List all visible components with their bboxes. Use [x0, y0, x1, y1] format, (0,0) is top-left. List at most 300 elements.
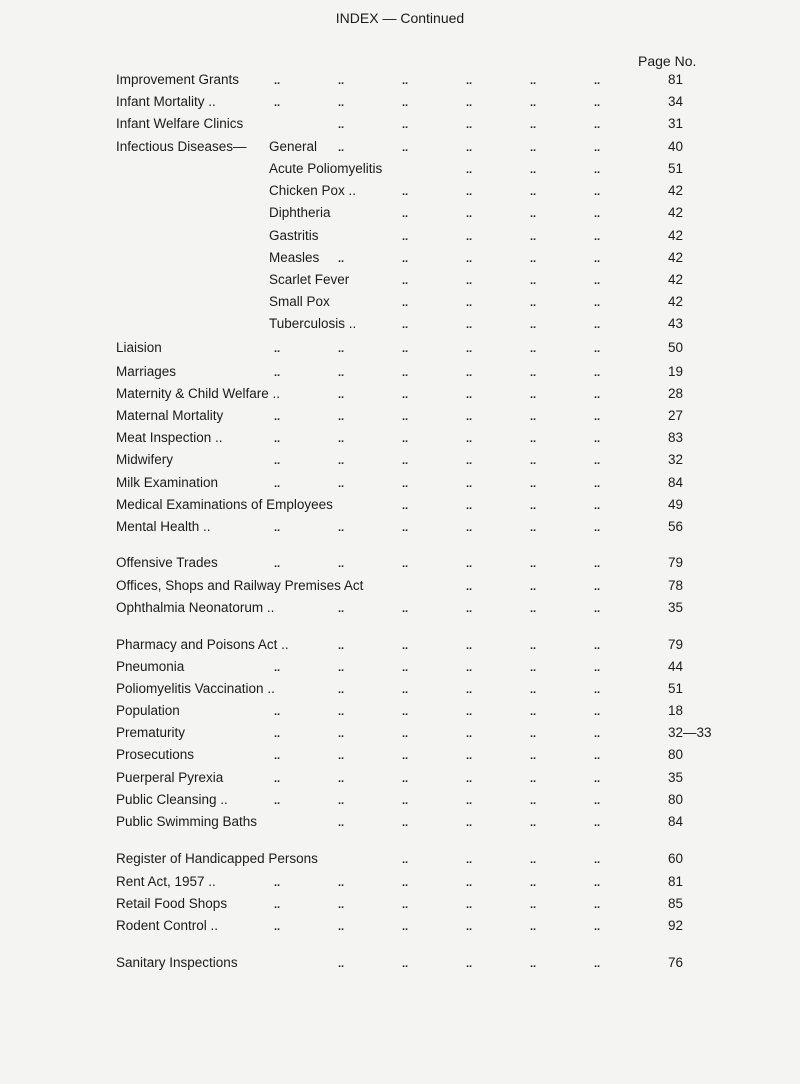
- dot-leader: ..: [338, 773, 345, 785]
- dot-leader: ..: [338, 662, 345, 674]
- index-entry: [0, 678, 800, 700]
- dot-leader: ..: [530, 343, 537, 355]
- dot-leader: ..: [466, 662, 473, 674]
- dot-leader: ..: [274, 478, 281, 490]
- dot-leader: ..: [530, 231, 537, 243]
- dot-leader: ..: [594, 319, 601, 331]
- index-entry: [0, 893, 800, 915]
- dot-leader: ..: [402, 773, 409, 785]
- dot-leader: ..: [338, 522, 345, 534]
- dot-leader: ..: [466, 208, 473, 220]
- index-entry: [0, 247, 800, 269]
- entry-page-number: 34: [668, 94, 684, 109]
- dot-leader: ..: [530, 208, 537, 220]
- entry-page-number: 32—33: [668, 725, 712, 740]
- dot-leader: ..: [466, 522, 473, 534]
- dot-leader: ..: [530, 186, 537, 198]
- dot-leader: ..: [594, 728, 601, 740]
- dot-leader: ..: [466, 389, 473, 401]
- dot-leader: ..: [594, 389, 601, 401]
- dot-leader: ..: [594, 603, 601, 615]
- entry-page-number: 76: [668, 955, 684, 970]
- entry-label: Offensive Trades: [116, 555, 218, 570]
- dot-leader: ..: [402, 186, 409, 198]
- dot-leader: ..: [466, 854, 473, 866]
- dot-leader: ..: [594, 706, 601, 718]
- index-entry: [0, 158, 800, 180]
- dot-leader: ..: [466, 367, 473, 379]
- dot-leader: ..: [274, 921, 281, 933]
- dot-leader: ..: [402, 854, 409, 866]
- dot-leader: ..: [274, 706, 281, 718]
- entry-page-number: 84: [668, 814, 684, 829]
- dot-leader: ..: [594, 97, 601, 109]
- entry-page-number: 81: [668, 72, 684, 87]
- dot-leader: ..: [402, 97, 409, 109]
- entry-page-number: 60: [668, 851, 684, 866]
- dot-leader: ..: [594, 478, 601, 490]
- entry-page-number: 78: [668, 578, 684, 593]
- index-entry: [0, 552, 800, 574]
- dot-leader: ..: [402, 877, 409, 889]
- dot-leader: ..: [402, 500, 409, 512]
- entry-label: Infant Welfare Clinics: [116, 116, 244, 131]
- index-entry: [0, 744, 800, 766]
- dot-leader: ..: [594, 817, 601, 829]
- dot-leader: ..: [274, 558, 281, 570]
- dot-leader: ..: [466, 773, 473, 785]
- dot-leader: ..: [530, 706, 537, 718]
- entry-page-number: 80: [668, 792, 684, 807]
- dot-leader: ..: [594, 773, 601, 785]
- dot-leader: ..: [594, 662, 601, 674]
- dot-leader: ..: [338, 750, 345, 762]
- entry-sublabel: Measles: [269, 250, 320, 265]
- entry-label: Puerperal Pyrexia: [116, 770, 224, 785]
- index-entry: [0, 405, 800, 427]
- dot-leader: ..: [402, 231, 409, 243]
- entry-label: Prematurity: [116, 725, 186, 740]
- dot-leader: ..: [338, 603, 345, 615]
- dot-leader: ..: [466, 728, 473, 740]
- dot-leader: ..: [530, 640, 537, 652]
- dot-leader: ..: [402, 433, 409, 445]
- entry-label: Maternity & Child Welfare ..: [116, 386, 281, 401]
- dot-leader: ..: [530, 411, 537, 423]
- dot-leader: ..: [594, 433, 601, 445]
- dot-leader: ..: [338, 558, 345, 570]
- dot-leader: ..: [466, 706, 473, 718]
- entry-page-number: 42: [668, 228, 684, 243]
- index-entry: [0, 91, 800, 113]
- dot-leader: ..: [402, 706, 409, 718]
- entry-page-number: 49: [668, 497, 684, 512]
- dot-leader: ..: [594, 164, 601, 176]
- dot-leader: ..: [530, 319, 537, 331]
- entry-label: Population: [116, 703, 180, 718]
- entry-page-number: 28: [668, 386, 684, 401]
- dot-leader: ..: [402, 119, 409, 131]
- dot-leader: ..: [530, 795, 537, 807]
- entry-page-number: 85: [668, 896, 684, 911]
- dot-leader: ..: [338, 958, 345, 970]
- index-entry: [0, 449, 800, 471]
- index-entry: [0, 269, 800, 291]
- dot-leader: ..: [594, 640, 601, 652]
- dot-leader: ..: [530, 728, 537, 740]
- entry-page-number: 42: [668, 183, 684, 198]
- dot-leader: ..: [530, 662, 537, 674]
- dot-leader: ..: [402, 684, 409, 696]
- dot-leader: ..: [594, 877, 601, 889]
- dot-leader: ..: [530, 522, 537, 534]
- dot-leader: ..: [530, 817, 537, 829]
- dot-leader: ..: [338, 343, 345, 355]
- entry-page-number: 51: [668, 161, 684, 176]
- dot-leader: ..: [466, 75, 473, 87]
- dot-leader: ..: [594, 750, 601, 762]
- dot-leader: ..: [274, 795, 281, 807]
- dot-leader: ..: [530, 297, 537, 309]
- dot-leader: ..: [338, 817, 345, 829]
- entry-label: Ophthalmia Neonatorum ..: [116, 600, 275, 615]
- index-entry: [0, 848, 800, 870]
- dot-leader: ..: [530, 877, 537, 889]
- entry-page-number: 42: [668, 250, 684, 265]
- dot-leader: ..: [594, 186, 601, 198]
- entry-page-number: 79: [668, 637, 684, 652]
- dot-leader: ..: [530, 253, 537, 265]
- dot-leader: ..: [530, 97, 537, 109]
- dot-leader: ..: [274, 411, 281, 423]
- dot-leader: ..: [466, 684, 473, 696]
- dot-leader: ..: [466, 343, 473, 355]
- dot-leader: ..: [594, 75, 601, 87]
- entry-page-number: 31: [668, 116, 684, 131]
- dot-leader: ..: [594, 119, 601, 131]
- dot-leader: ..: [338, 119, 345, 131]
- entry-label: Pharmacy and Poisons Act ..: [116, 637, 289, 652]
- index-entry: [0, 597, 800, 619]
- dot-leader: ..: [338, 367, 345, 379]
- entry-sublabel: Tuberculosis ..: [269, 316, 357, 331]
- dot-leader: ..: [274, 728, 281, 740]
- dot-leader: ..: [466, 581, 473, 593]
- entry-label: Infant Mortality ..: [116, 94, 216, 109]
- index-entry: [0, 915, 800, 937]
- page-title: INDEX — Continued: [335, 10, 465, 26]
- dot-leader: ..: [402, 142, 409, 154]
- dot-leader: ..: [338, 142, 345, 154]
- entry-label: Rent Act, 1957 ..: [116, 874, 216, 889]
- entry-label: Register of Handicapped Persons: [116, 851, 318, 866]
- index-entry: [0, 811, 800, 833]
- dot-leader: ..: [530, 75, 537, 87]
- dot-leader: ..: [338, 433, 345, 445]
- dot-leader: ..: [402, 297, 409, 309]
- dot-leader: ..: [338, 253, 345, 265]
- dot-leader: ..: [274, 773, 281, 785]
- entry-label: Retail Food Shops: [116, 896, 228, 911]
- entry-label: Midwifery: [116, 452, 174, 467]
- dot-leader: ..: [274, 455, 281, 467]
- dot-leader: ..: [402, 662, 409, 674]
- dot-leader: ..: [338, 97, 345, 109]
- dot-leader: ..: [402, 921, 409, 933]
- dot-leader: ..: [338, 455, 345, 467]
- dot-leader: ..: [338, 877, 345, 889]
- dot-leader: ..: [338, 684, 345, 696]
- entry-label: Infectious Diseases—: [116, 139, 247, 154]
- entry-sublabel: Acute Poliomyelitis: [269, 161, 383, 176]
- entry-page-number: 40: [668, 139, 684, 154]
- dot-leader: ..: [402, 275, 409, 287]
- dot-leader: ..: [466, 877, 473, 889]
- dot-leader: ..: [274, 75, 281, 87]
- dot-leader: ..: [594, 455, 601, 467]
- index-entry: [0, 136, 800, 158]
- dot-leader: ..: [338, 921, 345, 933]
- entry-label: Marriages: [116, 364, 177, 379]
- index-entry: [0, 575, 800, 597]
- index-entry: [0, 634, 800, 656]
- dot-leader: ..: [530, 142, 537, 154]
- dot-leader: ..: [530, 119, 537, 131]
- dot-leader: ..: [466, 164, 473, 176]
- dot-leader: ..: [594, 558, 601, 570]
- dot-leader: ..: [466, 231, 473, 243]
- dot-leader: ..: [530, 275, 537, 287]
- dot-leader: ..: [338, 478, 345, 490]
- dot-leader: ..: [402, 75, 409, 87]
- dot-leader: ..: [530, 603, 537, 615]
- entry-page-number: 35: [668, 770, 684, 785]
- entry-page-number: 56: [668, 519, 684, 534]
- entry-page-number: 19: [668, 364, 684, 379]
- index-entry: [0, 871, 800, 893]
- dot-leader: ..: [530, 921, 537, 933]
- entry-page-number: 42: [668, 205, 684, 220]
- dot-leader: ..: [466, 750, 473, 762]
- index-entry: [0, 494, 800, 516]
- dot-leader: ..: [594, 411, 601, 423]
- entry-sublabel: Scarlet Fever: [269, 272, 350, 287]
- dot-leader: ..: [274, 367, 281, 379]
- dot-leader: ..: [594, 795, 601, 807]
- dot-leader: ..: [530, 684, 537, 696]
- entry-label: Pneumonia: [116, 659, 185, 674]
- dot-leader: ..: [466, 958, 473, 970]
- entry-label: Poliomyelitis Vaccination ..: [116, 681, 275, 696]
- entry-page-number: 43: [668, 316, 684, 331]
- dot-leader: ..: [466, 899, 473, 911]
- dot-leader: ..: [466, 275, 473, 287]
- entry-label: Sanitary Inspections: [116, 955, 238, 970]
- dot-leader: ..: [530, 478, 537, 490]
- dot-leader: ..: [402, 795, 409, 807]
- index-entry: [0, 516, 800, 538]
- dot-leader: ..: [402, 640, 409, 652]
- entry-page-number: 83: [668, 430, 684, 445]
- index-entry: [0, 225, 800, 247]
- dot-leader: ..: [466, 433, 473, 445]
- dot-leader: ..: [402, 455, 409, 467]
- entry-page-number: 18: [668, 703, 684, 718]
- dot-leader: ..: [594, 253, 601, 265]
- entry-page-number: 42: [668, 294, 684, 309]
- entry-sublabel: Chicken Pox ..: [269, 183, 357, 198]
- dot-leader: ..: [594, 208, 601, 220]
- dot-leader: ..: [402, 603, 409, 615]
- dot-leader: ..: [530, 500, 537, 512]
- dot-leader: ..: [594, 367, 601, 379]
- index-entry: [0, 427, 800, 449]
- dot-leader: ..: [594, 522, 601, 534]
- dot-leader: ..: [402, 411, 409, 423]
- dot-leader: ..: [594, 297, 601, 309]
- dot-leader: ..: [594, 958, 601, 970]
- dot-leader: ..: [466, 186, 473, 198]
- dot-leader: ..: [466, 253, 473, 265]
- dot-leader: ..: [402, 899, 409, 911]
- dot-leader: ..: [530, 455, 537, 467]
- entry-page-number: 81: [668, 874, 684, 889]
- dot-leader: ..: [338, 899, 345, 911]
- dot-leader: ..: [274, 97, 281, 109]
- index-entry: [0, 722, 800, 744]
- entry-label: Rodent Control ..: [116, 918, 219, 933]
- dot-leader: ..: [466, 500, 473, 512]
- dot-leader: ..: [466, 455, 473, 467]
- dot-leader: ..: [274, 343, 281, 355]
- dot-leader: ..: [338, 728, 345, 740]
- dot-leader: ..: [402, 343, 409, 355]
- entry-page-number: 51: [668, 681, 684, 696]
- dot-leader: ..: [594, 854, 601, 866]
- index-entry: [0, 180, 800, 202]
- dot-leader: ..: [274, 662, 281, 674]
- entry-page-number: 80: [668, 747, 684, 762]
- index-entry: [0, 383, 800, 405]
- entry-page-number: 92: [668, 918, 684, 933]
- entry-page-number: 79: [668, 555, 684, 570]
- entry-label: Liaision: [116, 340, 162, 355]
- dot-leader: ..: [530, 164, 537, 176]
- index-entry: [0, 202, 800, 224]
- dot-leader: ..: [594, 500, 601, 512]
- index-entry: [0, 789, 800, 811]
- dot-leader: ..: [530, 367, 537, 379]
- dot-leader: ..: [594, 142, 601, 154]
- dot-leader: ..: [402, 817, 409, 829]
- index-entry: [0, 337, 800, 359]
- dot-leader: ..: [466, 478, 473, 490]
- dot-leader: ..: [466, 411, 473, 423]
- dot-leader: ..: [402, 253, 409, 265]
- entry-sublabel: Small Pox: [269, 294, 330, 309]
- dot-leader: ..: [530, 558, 537, 570]
- dot-leader: ..: [466, 603, 473, 615]
- dot-leader: ..: [530, 773, 537, 785]
- entry-sublabel: Diphtheria: [269, 205, 331, 220]
- dot-leader: ..: [466, 119, 473, 131]
- dot-leader: ..: [274, 522, 281, 534]
- entry-sublabel: Gastritis: [269, 228, 319, 243]
- dot-leader: ..: [274, 750, 281, 762]
- dot-leader: ..: [466, 640, 473, 652]
- entry-label: Medical Examinations of Employees: [116, 497, 333, 512]
- dot-leader: ..: [402, 728, 409, 740]
- entry-page-number: 32: [668, 452, 684, 467]
- index-entry: [0, 69, 800, 91]
- dot-leader: ..: [530, 389, 537, 401]
- entry-label: Prosecutions: [116, 747, 195, 762]
- dot-leader: ..: [338, 411, 345, 423]
- entry-label: Improvement Grants: [116, 72, 240, 87]
- dot-leader: ..: [594, 231, 601, 243]
- dot-leader: ..: [530, 958, 537, 970]
- index-entry: [0, 952, 800, 974]
- dot-leader: ..: [530, 750, 537, 762]
- dot-leader: ..: [338, 389, 345, 401]
- index-entry: [0, 700, 800, 722]
- dot-leader: ..: [466, 795, 473, 807]
- entry-label: Public Cleansing ..: [116, 792, 228, 807]
- dot-leader: ..: [402, 478, 409, 490]
- dot-leader: ..: [402, 319, 409, 331]
- index-entry: [0, 767, 800, 789]
- dot-leader: ..: [402, 958, 409, 970]
- dot-leader: ..: [594, 581, 601, 593]
- dot-leader: ..: [338, 795, 345, 807]
- index-entry: [0, 113, 800, 135]
- dot-leader: ..: [530, 854, 537, 866]
- dot-leader: ..: [594, 921, 601, 933]
- index-entry: [0, 361, 800, 383]
- dot-leader: ..: [594, 684, 601, 696]
- entry-label: Meat Inspection ..: [116, 430, 223, 445]
- dot-leader: ..: [402, 750, 409, 762]
- dot-leader: ..: [594, 275, 601, 287]
- dot-leader: ..: [402, 558, 409, 570]
- dot-leader: ..: [530, 433, 537, 445]
- dot-leader: ..: [530, 581, 537, 593]
- dot-leader: ..: [402, 367, 409, 379]
- entry-page-number: 84: [668, 475, 684, 490]
- dot-leader: ..: [594, 343, 601, 355]
- dot-leader: ..: [274, 433, 281, 445]
- entry-label: Public Swimming Baths: [116, 814, 258, 829]
- dot-leader: ..: [466, 297, 473, 309]
- entry-page-number: 42: [668, 272, 684, 287]
- dot-leader: ..: [466, 921, 473, 933]
- dot-leader: ..: [274, 877, 281, 889]
- entry-label: Milk Examination: [116, 475, 219, 490]
- dot-leader: ..: [402, 389, 409, 401]
- dot-leader: ..: [466, 97, 473, 109]
- page-number-header: Page No.: [638, 53, 697, 69]
- index-entry: [0, 291, 800, 313]
- entry-label: Offices, Shops and Railway Premises Act: [116, 578, 364, 593]
- dot-leader: ..: [338, 706, 345, 718]
- index-entry: [0, 472, 800, 494]
- dot-leader: ..: [402, 522, 409, 534]
- entry-label: Mental Health ..: [116, 519, 211, 534]
- dot-leader: ..: [530, 899, 537, 911]
- entry-label: Maternal Mortality: [116, 408, 224, 423]
- entry-page-number: 27: [668, 408, 684, 423]
- entry-sublabel: General: [269, 139, 318, 154]
